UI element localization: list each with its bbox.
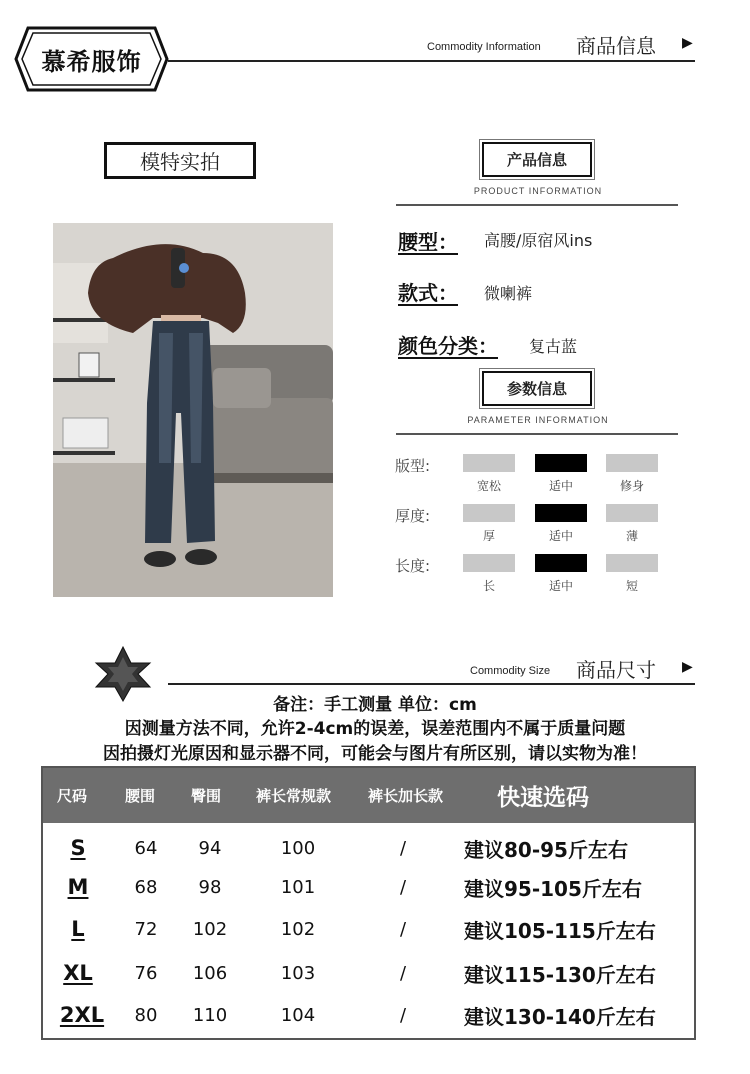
recommendation-cell: 建议95-105斤左右 — [464, 876, 642, 901]
thickness-option-thick: 厚 — [482, 529, 495, 543]
fit-label: 版型: — [395, 457, 431, 475]
long-length-cell: / — [399, 962, 407, 984]
waist-cell: 64 — [134, 837, 158, 859]
waist-cell: 76 — [134, 962, 158, 984]
waist-cell: 72 — [134, 918, 158, 940]
hip-cell: 98 — [198, 876, 222, 898]
hip-cell: 102 — [192, 918, 228, 940]
product-info-title: 产品信息 — [482, 142, 592, 177]
param-info-title: 参数信息 — [482, 371, 592, 406]
thickness-bar-thin — [606, 504, 658, 522]
size-table-header — [43, 768, 694, 823]
length-cell: 100 — [280, 837, 316, 859]
header-waist: 腰围 — [125, 787, 156, 805]
size-cell: L — [71, 917, 85, 941]
table-row — [43, 952, 694, 994]
header-size: 尺码 — [57, 787, 88, 805]
length-bar-short — [606, 554, 658, 572]
length-cell: 102 — [280, 918, 316, 940]
recommendation-cell: 建议115-130斤左右 — [464, 962, 656, 987]
hip-cell: 106 — [192, 962, 228, 984]
model-photo-label: 模特实拍 — [104, 142, 256, 179]
size-cell: M — [67, 875, 89, 899]
waist-type-value: 高腰/原宿风ins — [484, 231, 593, 250]
header-size-line — [168, 683, 695, 685]
thickness-option-medium: 适中 — [548, 529, 573, 543]
long-length-cell: / — [399, 876, 407, 898]
long-length-cell: / — [399, 918, 407, 940]
hip-cell: 110 — [192, 1004, 228, 1026]
length-bar-long — [463, 554, 515, 572]
thickness-bar-thick — [463, 504, 515, 522]
size-cell: S — [70, 836, 86, 860]
header-info-line — [168, 60, 695, 62]
table-row — [43, 908, 694, 950]
note-unit: 备注：手工测量 单位：cm — [273, 695, 477, 715]
long-length-cell: / — [399, 1004, 407, 1026]
thickness-bar-medium — [535, 504, 587, 522]
brand-name: 慕希服饰 — [41, 47, 142, 76]
recommendation-cell: 建议105-115斤左右 — [464, 918, 656, 943]
length-option-short: 短 — [625, 579, 638, 593]
table-row — [43, 866, 694, 908]
length-cell: 104 — [280, 1004, 316, 1026]
product-info-subtitle: PRODUCT INFORMATION — [473, 186, 603, 196]
header-length-regular: 裤长常规款 — [256, 787, 332, 805]
thickness-option-thin: 薄 — [625, 529, 638, 543]
fit-option-loose: 宽松 — [476, 479, 501, 493]
brand-logo — [14, 26, 169, 92]
waist-cell: 68 — [134, 876, 158, 898]
fit-option-regular: 适中 — [548, 479, 573, 493]
length-option-long: 长 — [482, 579, 495, 593]
fit-bar-regular — [535, 454, 587, 472]
model-photo-illustration — [53, 223, 333, 597]
table-row — [43, 994, 694, 1036]
color-value: 复古蓝 — [529, 337, 578, 356]
header-quick-select: 快速选码 — [497, 785, 589, 811]
style-value: 微喇裤 — [484, 284, 533, 303]
size-table — [41, 766, 696, 1040]
param-info-subtitle: PARAMETER INFORMATION — [467, 415, 609, 425]
param-info-divider — [396, 433, 678, 435]
length-cell: 101 — [280, 876, 316, 898]
thickness-label: 厚度: — [395, 507, 431, 525]
hip-cell: 94 — [198, 837, 222, 859]
color-label: 颜色分类： — [398, 334, 498, 358]
header-size-en: Commodity Size — [470, 665, 551, 677]
header-info-en: Commodity Information — [427, 41, 541, 53]
table-row — [43, 827, 694, 869]
style-label: 款式： — [398, 281, 458, 305]
note-color-difference: 因拍摄灯光原因和显示器不同，可能会与图片有所区别，请以实物为准！ — [103, 744, 647, 764]
size-cell: XL — [63, 961, 93, 985]
recommendation-cell: 建议80-95斤左右 — [464, 837, 628, 862]
recommendation-cell: 建议130-140斤左右 — [464, 1004, 656, 1029]
header-size-cn: 商品尺寸 — [576, 658, 656, 682]
length-label: 长度: — [395, 557, 431, 575]
waist-cell: 80 — [134, 1004, 158, 1026]
model-photo — [53, 223, 333, 597]
header-hip: 臀围 — [191, 787, 222, 805]
arrow-right-icon: ▶ — [682, 35, 693, 51]
note-tolerance: 因测量方法不同，允许2-4cm的误差，误差范围内不属于质量问题 — [124, 719, 626, 739]
length-bar-medium — [535, 554, 587, 572]
fit-bar-loose — [463, 454, 515, 472]
fit-option-slim: 修身 — [619, 479, 644, 493]
length-option-medium: 适中 — [548, 579, 573, 593]
long-length-cell: / — [399, 837, 407, 859]
product-info-divider — [396, 204, 678, 206]
header-length-long: 裤长加长款 — [368, 787, 444, 805]
waist-type-label: 腰型： — [398, 230, 458, 254]
arrow-right-icon-2: ▶ — [682, 659, 693, 675]
size-cell: 2XL — [59, 1003, 105, 1027]
header-info-cn: 商品信息 — [576, 34, 656, 58]
fit-bar-slim — [606, 454, 658, 472]
length-cell: 103 — [280, 962, 316, 984]
